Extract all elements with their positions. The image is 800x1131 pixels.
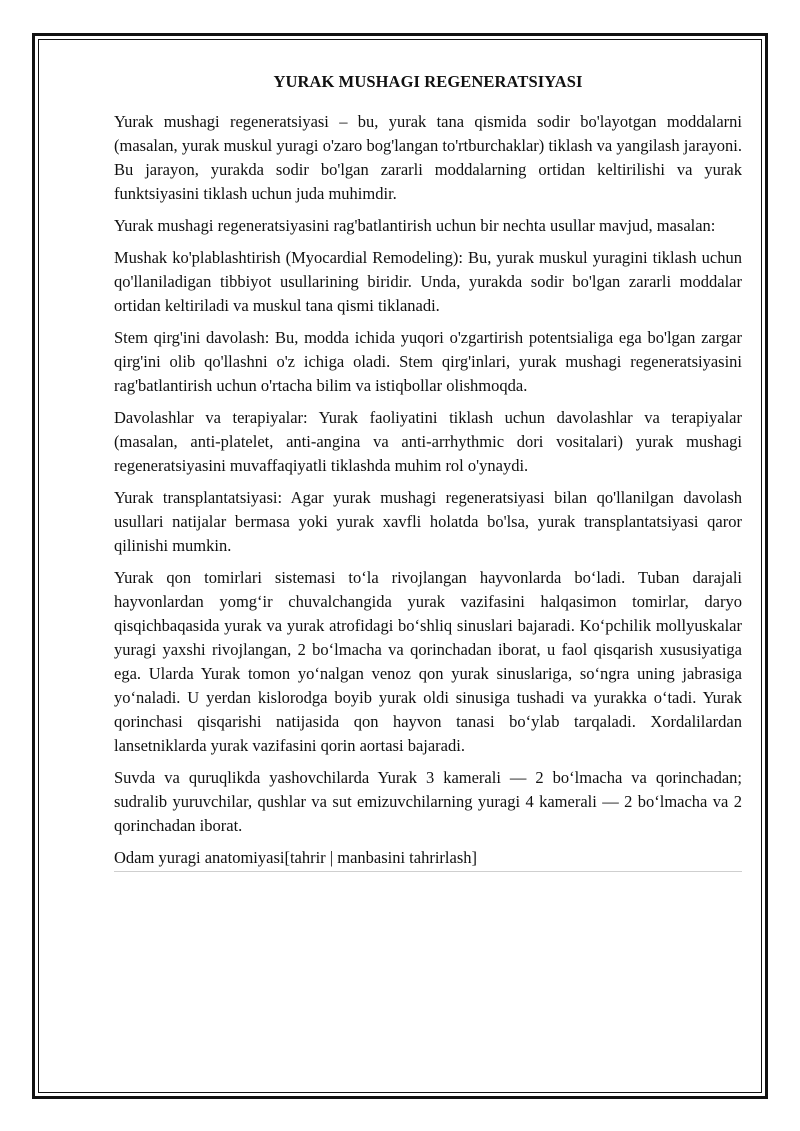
- paragraph-animal-circulation: Yurak qon tomirlari sistemasi to‘la rivojlangan hayvonlarda bo‘ladi. Tuban darajali hayvonlardan yomg‘ir chuvalchangida yurak vazifasini halqasimon tomirlar, daryo qisqichbaqasida yurak va yurak atrofidagi bo‘shliq sinuslari bajaradi. Ko‘pchilik mollyuskalar yuragi yaxshi rivojlangan, 2 bo‘lmacha va qorinchadan iborat, u faol qisqarish xususiyatiga ega. Ularda Yurak tomon yo‘nalgan venoz qon yurak sinuslariga, so‘ngra uning jabrasiga yo‘naladi. U yerdan kislorodga boyib yurak oldi sinusiga tushadi va yurakka o‘tadi. Yurak qorinchasi qisqarishi natijasida qon hayvon tanasi bo‘ylab tarqaladi. Xordalilardan lansetniklarda yurak vazifasini qorin aortasi bajaradi.: [114, 568, 742, 755]
- document-title: YURAK MUSHAGI REGENERATSIYASI: [273, 72, 583, 91]
- paragraph-definition: Yurak mushagi regeneratsiyasi – bu, yurak tana qismida sodir bo'layotgan moddalarni (masalan, yurak muskul yuragi o'zaro bog'langan to'rtburchaklar) tiklash va yangilash jarayoni. Bu jarayon, yurakda sodir bo'lgan zararli moddalarning ortidan keltirilishi va yurak funktsiyasini tiklash uchun juda muhimdir.: [114, 112, 742, 203]
- paragraph-transplantation: Yurak transplantatsiyasi: Agar yurak mushagi regeneratsiyasi bilan qo'llanilgan davolash usullari natijalar bermasa yoki yurak xavfli holatda bo'lsa, yurak transplantatsiyasi qaror qilinishi mumkin.: [114, 488, 742, 555]
- paragraph-myocardial-remodeling: Mushak ko'plablashtirish (Myocardial Remodeling): Bu, yurak muskul yuragini tiklash uchun qo'llaniladigan tibbiyot usullarining biridir. Unda, yurakda sodir bo'lgan zararli moddalar ortidan keltiriladi va muskul tana qismi tiklanadi.: [114, 248, 742, 315]
- section-heading-anatomy: Odam yuragi anatomiyasi[tahrir | manbasini tahrirlash]: [114, 846, 742, 872]
- paragraph-stem-cell-therapy: Stem qirg'ini davolash: Bu, modda ichida yuqori o'zgartirish potentsialiga ega bo'lgan zargar qirg'ini olib qo'llashni o'z ichiga oladi. Stem qirg'inlari, yurak mushagi regeneratsiyasini rag'batlantirish uchun o'rtacha bilim va istiqbollar olishmoqda.: [114, 328, 742, 395]
- paragraph-methods-intro: Yurak mushagi regeneratsiyasini rag'batlantirish uchun bir nechta usullar mavjud, masalan:: [114, 216, 716, 235]
- document-body: [114, 72, 742, 872]
- paragraph-heart-chambers: Suvda va quruqlikda yashovchilarda Yurak 3 kamerali — 2 bo‘lmacha va qorinchadan; sudralib yuruvchilar, qushlar va sut emizuvchilarning yuragi 4 kamerali — 2 bo‘lmacha va 2 qorinchadan iborat.: [114, 768, 742, 835]
- paragraph-treatments: Davolashlar va terapiyalar: Yurak faoliyatini tiklash uchun davolashlar va terapiyalar (masalan, anti-platelet, anti-angina va anti-arrhythmic dori vositalari) yurak mushagi regeneratsiyasini muvaffaqiyatli tiklashda muhim rol o'ynaydi.: [114, 408, 742, 475]
